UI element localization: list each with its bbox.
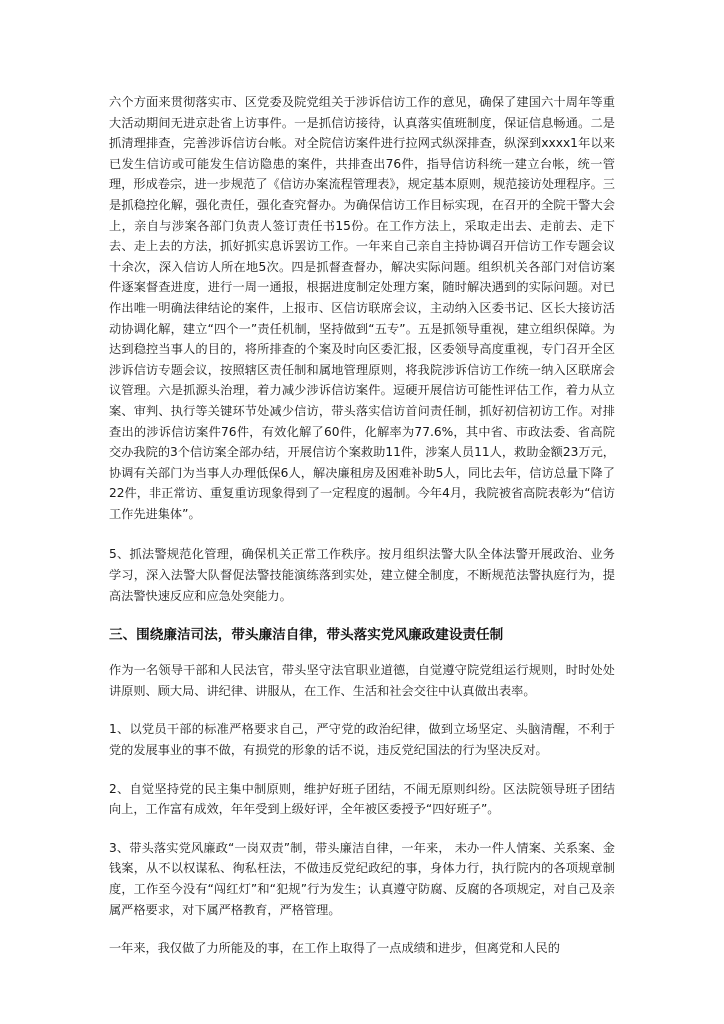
section-heading: 三、围绕廉洁司法，带头廉洁自律，带头落实党风廉政建设责任制 <box>109 627 504 644</box>
section-item-3-paragraph: 3、带头落实党风廉政“一岗双责”制，带头廉洁自律，一年来， 未办一件人情案、关系案、金钱案，从不以权谋私、徇私枉法，不做违反党纪政纪的事，身体力行，执行院内的各项规章制度，工作至今没有“闯红灯”和“犯规”行为发生；认真遵守防腐、反腐的各项规定，对自己及亲属严格要求，对下属严格教育，严格管理。 <box>109 840 615 917</box>
document-page <box>109 92 615 977</box>
body-paragraph-petition-work: 六个方面来贯彻落实市、区党委及院党组关于涉诉信访工作的意见，确保了建国六十周年等重大活动期间无进京赴省上访事件。一是抓信访接待，认真落实值班制度，保证信息畅通。二是抓清理排查，完善涉诉信访台帐。对全院信访案件进行拉网式纵深排查，纵深到xxxx1年以来已发生信访或可能发生信访隐患的案件，共排查出76件，指导信访科统一建立台帐，统一管理，形成卷宗，进一步规范了《信访办案流程管理表》，规定基本原则，规范接访处理程序。三是抓稳控化解，强化责任，强化查究督办。为确保信访工作目标实现，在召开的全院干警大会上，亲自与涉案各部门负责人签订责任书15份。在工作方法上，采取走出去、走前去、走下去、走上去的方法，抓好抓实息诉罢访工作。一年来自己亲自主持协调召开信访工作专题会议十余次，深入信访人所在地5次。四是抓督查督办，解决实际问题。组织机关各部门对信访案件逐案督查进度，进行一周一通报，根据进度制定处理方案，随时解决遇到的实际问题。对已作出唯一明确法律结论的案件，上报市、区信访联席会议，主动纳入区委书记、区长大接访活动协调化解，建立“四个一”责任机制，坚持做到“五专”。五是抓领导重视，建立组织保障。为达到稳控当事人的目的，将所排查的个案及时向区委汇报，区委领导高度重视，专门召开全区涉诉信访专题会议，按照辖区责任制和属地管理原则，将我院涉诉信访工作统一纳入区联席会议管理。六是抓源头治理，着力减少涉诉信访案件。逗硬开展信访可能性评估工作，着力从立案、审判、执行等关键环节处减少信访，带头落实信访首问责任制，抓好初信初访工作。对排查出的涉诉信访案件76件，有效化解了60件，化解率为77.6%，其中省、市政法委、省高院交办我院的3个信访案全部办结，开展信访个案救助11件，涉案人员11人，救助金额23万元，协调有关部门为当事人办理低保6人，解决廉租房及困难补助5人，同比去年，信访总量下降了22件，非正常访、重复重访现象得到了一定程度的遏制。今年4月，我院被省高院表彰为“信访工作先进集体”。 <box>109 95 615 521</box>
section-intro-paragraph: 作为一名领导干部和人民法官，带头坚守法官职业道德，自觉遵守院党组运行规则，时时处处讲原则、顾大局、讲纪律、讲服从，在工作、生活和社会交往中认真做出表率。 <box>109 663 615 698</box>
section-item-1-paragraph: 1、以党员干部的标准严格要求自己，严守党的政治纪律，做到立场坚定、头脑清醒，不利于党的发展事业的事不做，有损党的形象的话不说，违反党纪国法的行为坚决反对。 <box>109 722 615 758</box>
section-item-2-paragraph: 2、自觉坚持党的民主集中制原则，维护好班子团结，不闹无原则纠纷。区法院领导班子团结向上，工作富有成效，年年受到上级好评，全年被区委授予“四好班子”。 <box>109 781 615 817</box>
closing-paragraph: 一年来，我仅做了力所能及的事，在工作上取得了一点成绩和进步，但离党和人民的 <box>109 941 560 956</box>
body-paragraph-bailiff-management: 5、抓法警规范化管理，确保机关正常工作秩序。按月组织法警大队全体法警开展政治、业务学习，深入法警大队督促法警技能演练落到实处，建立健全制度，不断规范法警执庭行为，提高法警快速反应和应急处突能力。 <box>109 547 615 603</box>
